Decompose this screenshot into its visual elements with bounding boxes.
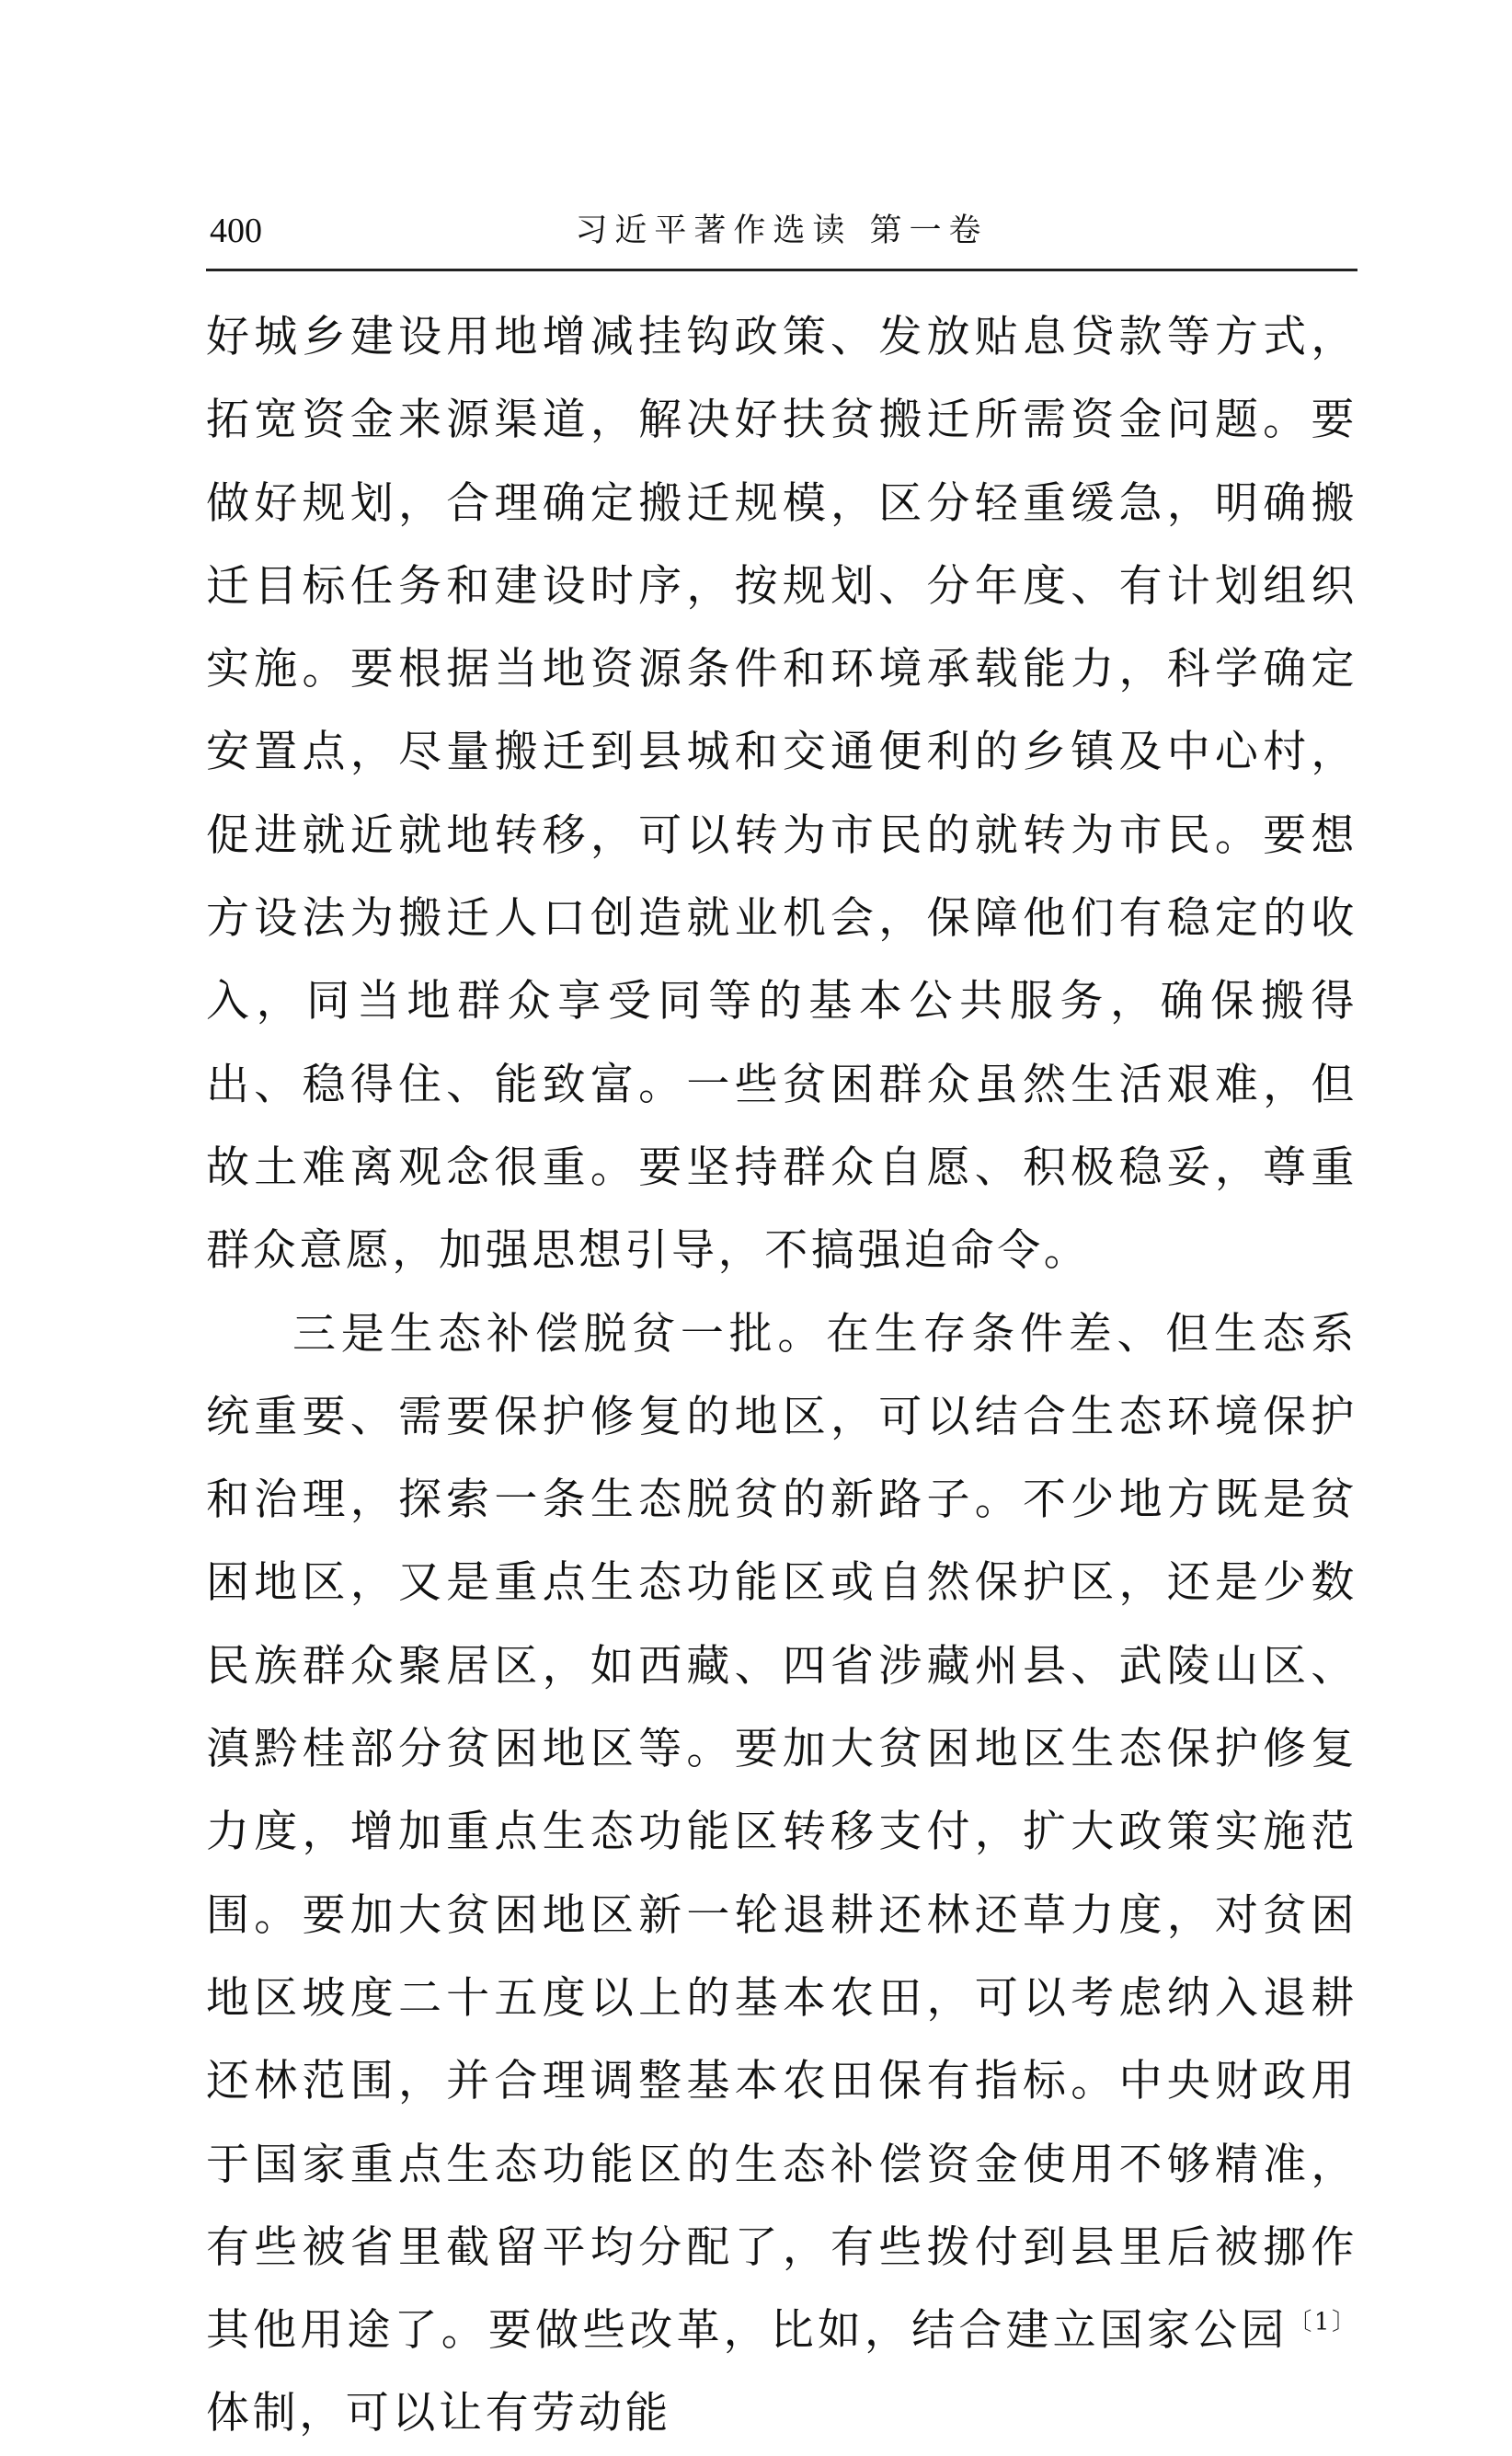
page-header xyxy=(206,202,1357,267)
body-text xyxy=(206,296,1357,2439)
footnote-marker[interactable]: 〔1〕 xyxy=(1288,2308,1357,2336)
running-head: 习近平著作选读 第一卷 xyxy=(575,212,989,249)
paragraph-continued: 好城乡建设用地增减挂钩政策、发放贴息贷款等方式，拓宽资金来源渠道，解决好扶贫搬迁所需资金问题。要做好规划，合理确定搬迁规模，区分轻重缓急，明确搬迁目标任务和建设时序，按规划、分年度、有计划组织实施。要根据当地资源条件和环境承载能力，科学确定安置点，尽量搬迁到县城和交通便利的乡镇及中心村，促进就近就地转移，可以转为市民的就转为市民。要想方设法为搬迁人口创造就业机会，保障他们有稳定的收入，同当地群众享受同等的基本公共服务，确保搬得出、稳得住、能致富。一些贫困群众虽然生活艰难，但故土难离观念很重。要坚持群众自愿、积极稳妥，尊重群众意愿，加强思想引导，不搞强迫命令。 xyxy=(206,312,1357,1277)
paragraph-text-after-note: 体制，可以让有劳动能 xyxy=(206,2388,671,2439)
header-rule xyxy=(206,269,1357,271)
paragraph-ecological-compensation xyxy=(206,1293,1357,2456)
paragraph-text-before-note: 三是生态补偿脱贫一批。在生存条件差、但生态系统重要、需要保护修复的地区，可以结合生态环境保护和治理，探索一条生态脱贫的新路子。不少地方既是贫困地区，又是重点生态功能区或自然保护区，还是少数民族群众聚居区，如西藏、四省涉藏州县、武陵山区、滇黔桂部分贫困地区等。要加大贫困地区生态保护修复力度，增加重点生态功能区转移支付，扩大政策实施范围。要加大贫困地区新一轮退耕还林还草力度，对贫困地区坡度二十五度以上的基本农田，可以考虑纳入退耕还林范围，并合理调整基本农田保有指标。中央财政用于国家重点生态功能区的生态补偿资金使用不够精准，有些被省里截留平均分配了，有些拨付到县里后被挪作其他用途了。要做些改革，比如，结合建立国家公园 xyxy=(206,1308,1357,2357)
page-number: 400 xyxy=(210,212,262,250)
